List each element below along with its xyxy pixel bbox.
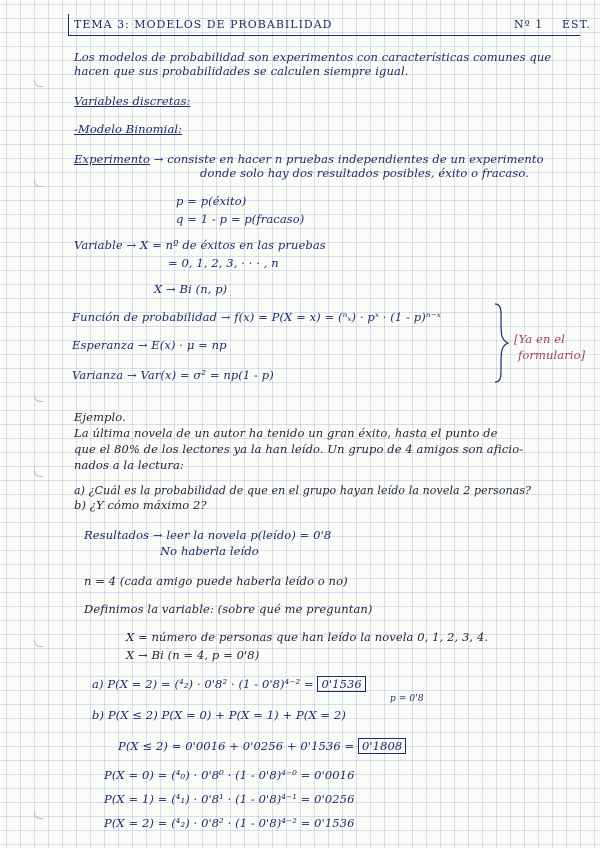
calc-x1: P(X = 1) = (⁴₁) · 0'8¹ · (1 - 0'8)⁴⁻¹ = 0'0256	[104, 792, 355, 806]
n-definition: n = 4 (cada amigo puede haberla leído o no)	[84, 574, 348, 588]
example-title: Ejemplo.	[74, 410, 126, 424]
variance-label: Varianza	[72, 368, 124, 382]
x-definition: X = número de personas que han leído la novela 0, 1, 2, 3, 4.	[126, 630, 489, 644]
experiment-line: Experimento → consiste en hacer n pruebas independientes de un experimento	[74, 152, 544, 166]
question-a: a) ¿Cuál es la probabilidad de que en el grupo hayan leído la novela 2 personas?	[74, 484, 532, 497]
intro-line: hacen que sus probabilidades se calculen siempre igual.	[74, 64, 409, 78]
variable-line: Variable → X = nº de éxitos en las pruebas	[74, 238, 326, 252]
answer-b	[92, 708, 346, 722]
expectation-label: Esperanza	[72, 338, 135, 352]
variance-line: Varianza → Var(x) = σ² = np(1 - p)	[72, 368, 274, 382]
question-b: b) ¿Y cómo máximo 2?	[74, 498, 207, 512]
page-title: TEMA 3: MODELOS DE PROBABILIDAD	[74, 18, 333, 31]
define-variable: Definimos la variable: (sobre qué me preguntan)	[84, 602, 373, 616]
variable-distribution: X → Bi (n, p)	[154, 282, 228, 296]
formulary-note: [Ya en el	[514, 332, 565, 346]
prob-function-formula: f(x) = P(X = x) = (ⁿₓ) · pˣ · (1 - p)ⁿ⁻ˣ	[234, 310, 441, 324]
answer-b-sum	[118, 738, 406, 754]
result-not-read: No haberla leído	[160, 544, 259, 558]
expectation-formula: E(x) · μ = np	[151, 338, 227, 352]
page-number: Nº 1	[514, 18, 544, 31]
answer-a-result: 0'1536	[317, 676, 365, 692]
variable-values: = 0, 1, 2, 3, · · · , n	[168, 256, 279, 270]
results-line: Resultados → leer la novela p(leído) = 0'8	[84, 528, 332, 542]
answer-b-label: b)	[92, 708, 105, 722]
prob-function-line: Función de probabilidad → f(x) = P(X = x) = (ⁿₓ) · pˣ · (1 - p)ⁿ⁻ˣ	[72, 310, 441, 324]
results-label: Resultados	[84, 528, 150, 542]
calc-x0: P(X = 0) = (⁴₀) · 0'8⁰ · (1 - 0'8)⁴⁻⁰ = 0'0016	[104, 768, 355, 782]
experiment-label: Experimento	[74, 152, 150, 166]
experiment-line-2: donde solo hay dos resultados posibles, éxito o fracaso.	[200, 166, 529, 180]
expectation-line: Esperanza → E(x) · μ = np	[72, 338, 227, 352]
section-discrete: Variables discretas:	[74, 94, 191, 108]
example-line: nados a la lectura:	[74, 458, 184, 472]
x-distribution: X → Bi (n = 4, p = 0'8)	[126, 648, 260, 662]
answer-b-result: 0'1808	[358, 738, 406, 754]
result-read: leer la novela p(leído) = 0'8	[166, 528, 332, 542]
answer-a	[92, 676, 366, 692]
curly-brace-icon	[492, 302, 510, 384]
formulary-note-2: formulario]	[518, 348, 586, 362]
header-left-rule	[68, 14, 69, 36]
prob-function-label: Función de probabilidad	[72, 310, 217, 324]
variable-label: Variable	[74, 238, 123, 252]
calc-x2: P(X = 2) = (⁴₂) · 0'8² · (1 - 0'8)⁴⁻² = 0'1536	[104, 816, 355, 830]
section-binomial: -Modelo Binomial:	[74, 122, 183, 136]
example-line: que el 80% de los lectores ya la han leído. Un grupo de 4 amigos son aficio-	[74, 442, 524, 456]
course-code: EST.	[562, 18, 591, 31]
variance-formula: Var(x) = σ² = np(1 - p)	[140, 368, 274, 382]
variable-text: X = nº de éxitos en las pruebas	[140, 238, 326, 252]
prob-q: q = 1 - p = p(fracaso)	[176, 212, 305, 226]
intro-line: Los modelos de probabilidad son experimentos con características comunes que	[74, 50, 552, 64]
answer-b-note: p = 0'8	[390, 694, 424, 704]
example-line: La última novela de un autor ha tenido un gran éxito, hasta el punto de	[74, 426, 498, 440]
answer-a-formula: P(X = 2) = (⁴₂) · 0'8² · (1 - 0'8)⁴⁻² =	[107, 677, 314, 691]
experiment-text: consiste en hacer n pruebas independientes de un experimento	[167, 152, 544, 166]
header-rule	[68, 35, 580, 36]
answer-b-sum-formula: P(X ≤ 2) = 0'0016 + 0'0256 + 0'1536 =	[118, 739, 355, 753]
answer-b-formula: P(X ≤ 2) P(X = 0) + P(X = 1) + P(X = 2)	[107, 708, 346, 722]
answer-a-label: a)	[92, 677, 104, 691]
prob-p: p = p(éxito)	[176, 194, 247, 208]
